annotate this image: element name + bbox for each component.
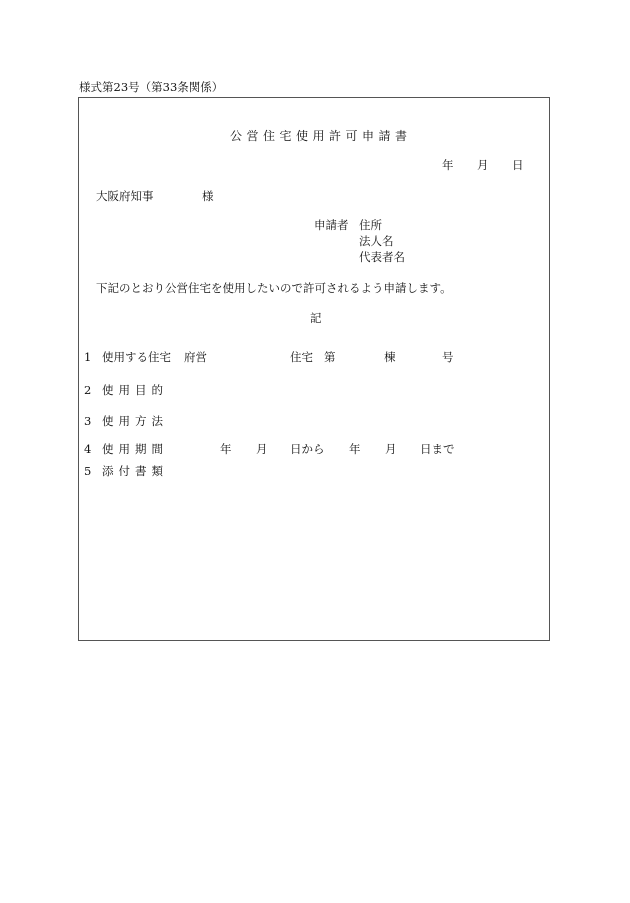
ki-heading: 記 xyxy=(310,311,322,325)
item-number-5: 5 xyxy=(84,464,92,478)
applicant-address-label: 住所 xyxy=(359,218,382,232)
item-label-3: 使用方法 xyxy=(102,414,168,428)
item-1-housing: 住宅 xyxy=(290,350,313,364)
item-1-dai: 第 xyxy=(324,350,336,364)
item-number-4: 4 xyxy=(84,442,92,456)
applicant-representative-label: 代表者名 xyxy=(359,250,405,264)
applicant-label: 申請者 xyxy=(314,218,349,232)
item-4-to-day: 日まで xyxy=(420,442,455,456)
date-month-label: 月 xyxy=(477,158,489,172)
form-number: 様式第23号（第33条関係） xyxy=(79,80,224,94)
addressee-name: 大阪府知事 xyxy=(96,189,154,203)
item-label-1: 使用する住宅 xyxy=(102,350,171,364)
item-label-5: 添付書類 xyxy=(102,464,168,478)
item-4-from-month: 月 xyxy=(256,442,268,456)
item-1-prefecture: 府営 xyxy=(184,350,207,364)
request-statement: 下記のとおり公営住宅を使用したいので許可されるよう申請します。 xyxy=(96,281,452,295)
item-4-from-year: 年 xyxy=(220,442,232,456)
item-4-to-year: 年 xyxy=(349,442,361,456)
addressee-honorific: 様 xyxy=(202,189,214,203)
applicant-corporate-name-label: 法人名 xyxy=(359,234,394,248)
item-label-4: 使用期間 xyxy=(102,442,168,456)
item-label-2: 使用目的 xyxy=(102,383,168,397)
item-1-unit: 号 xyxy=(442,350,454,364)
document-title: 公営住宅使用許可申請書 xyxy=(230,129,412,143)
item-number-3: 3 xyxy=(84,414,92,428)
item-4-from-day: 日から xyxy=(290,442,325,456)
item-4-to-month: 月 xyxy=(385,442,397,456)
item-1-building: 棟 xyxy=(384,350,396,364)
date-year-label: 年 xyxy=(442,158,454,172)
item-number-1: 1 xyxy=(84,350,92,364)
date-day-label: 日 xyxy=(512,158,524,172)
item-number-2: 2 xyxy=(84,383,92,397)
form-frame xyxy=(78,97,550,641)
